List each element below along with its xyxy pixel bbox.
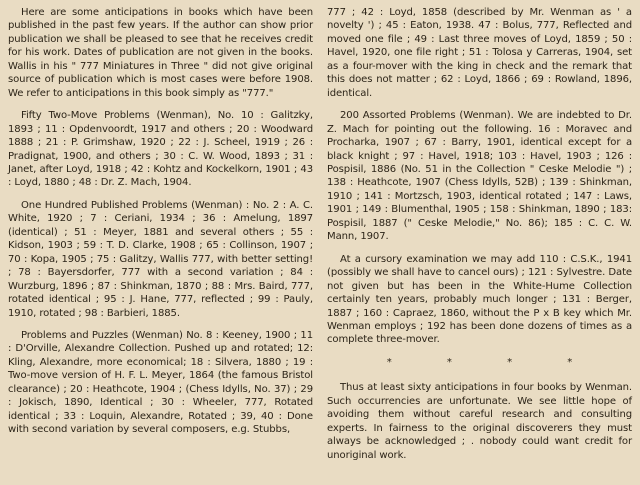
cursory-examination-paragraph: At a cursory examination we may add 110 : C.S.K., 1941 (possibly we shall have to cancel ours) ; 121 : Sylvestre. Date not given but has been in the White-Hume Collection certainly ten years, probably much longer ; 131 : Berger, 1887 ; 160 : Capraez, 1860, without the P x B key which Mr. Wenman employs ; 192 has been done dozens of times as a complete three-mover. (327, 253, 632, 346)
closing-paragraph: Thus at least sixty anticipations in four books by Wenman. Such occurrencies are unfortunate. We see little hope of avoiding them without careful research and consulting experts. In fairness to the original discoverers they must always be acknowledged ; . nobody could want credit for unoriginal work. (327, 382, 632, 461)
hundred-published-paragraph: One Hundred Published Problems (Wenman) : No. 2 : A. C. White, 1920 ; 7 : Ceriani, 1934 ; 36 : Amelung, 1897 (identical) ; 51 : Meyer, 1881 and several others ; 55 : Kidson, 1903 ; 59 : T. D. Clarke, 1908 ; 65 : Collinson, 1907 ; 70 : Kopa, 1905 ; 75 : Galitzy, Wallis 777, with better setting! ; 78 : Bayersdorfer, 777 with a second variation ; 84 : Wurzburg, 1896 ; 87 : Shinkman, 1870 ; 88 : Mrs. Baird, 777, rotated identical ; 95 : J. Hane, 777, reflected ; 99 : Pauly, 1910, rotated ; 98 : Barbieri, 1885. (8, 199, 313, 319)
assorted-problems-paragraph: 200 Assorted Problems (Wenman). We are indebted to Dr. Z. Mach for pointing out the following. 16 : Moravec and Procharka, 1907 ; 67 : Barry, 1901, identical except for a black knight ; 97 : Havel, 1918; 103 : Havel, 1903 ; 126 : Pospisil, 1886 (No. 51 in the Collection " Ceske Melodie ") ; 138 : Heathcote, 1907 (Chess Idylls, 52B) ; 139 : Shinkman, 1910 ; 141 : Mortzsch, 1903, identical rotated ; 147 : Laws, 1901 ; 149 : Blumenthal, 1905 ; 158 : Shinkman, 1890 ; 183: Pospisil, 1887 (" Ceske Melodie," No. 86); 185 : C. C. W. Mann, 1907. (327, 110, 632, 243)
continuation-paragraph: 777 ; 42 : Loyd, 1858 (described by Mr. Wenman as ' a novelty ') ; 45 : Eaton, 1938. 47 : Bolus, 777, Reflected and moved one file ; 49 : Last three moves of Loyd, 1859 ; 50 : Havel, 1920, one file right ; 51 : Tolosa y Carreras, 1904, set as a four-mover with the king in check and the remark that this does not matter ; 62 : Loyd, 1866 ; 69 : Rowland, 1896, identical. (327, 7, 632, 99)
left-column (8, 6, 313, 485)
problems-puzzles-paragraph: Problems and Puzzles (Wenman) No. 8 : Keeney, 1900 ; 11 : D'Orville, Alexandre Collection. Pushed up and rotated; 12: Kling, Alexandre, more economical; 18 : Silvera, 1880 ; 19 : Two-move version of H. F. L. Meyer, 1864 (the famous Bristol clearance) ; 20 : Heathcote, 1904 ; (Chess Idylls, No. 37) ; 29 : Jokisch, 1890, Identical ; 30 : Wheeler, 777, Rotated identical ; 33 : Loquin, Alexandre, Rotated ; 39, 40 : Done with second variation by several composers, e.g. Stubbs, (8, 329, 313, 436)
section-separator: * * * * (386, 356, 599, 368)
right-column (327, 6, 632, 485)
intro-paragraph: Here are some anticipations in books which have been published in the past few years. If the author can show prior publication we shall be pleased to see that he receives credit for his work. Dates of publication are not given in the books. Wallis in his " 777 Miniatures in Three " did not give original source of publication which is most cases were before 1908. We refer to anticipations in this book simply as "777." (8, 7, 313, 99)
fifty-two-move-paragraph: Fifty Two-Move Problems (Wenman), No. 10 : Galitzky, 1893 ; 11 : Opdenvoordt, 1917 and others ; 20 : Woodward 1888 ; 21 : P. Grimshaw, 1920 ; 22 : J. Scheel, 1919 ; 26 : Pradignat, 1900, and others ; 30 : C. W. Wood, 1893 ; 31 : Janet, after Loyd, 1918 ; 42 : Kohtz and Kockelkorn, 1901 ; 43 : Loyd, 1880 ; 48 : Dr. Z. Mach, 1904. (8, 110, 313, 189)
